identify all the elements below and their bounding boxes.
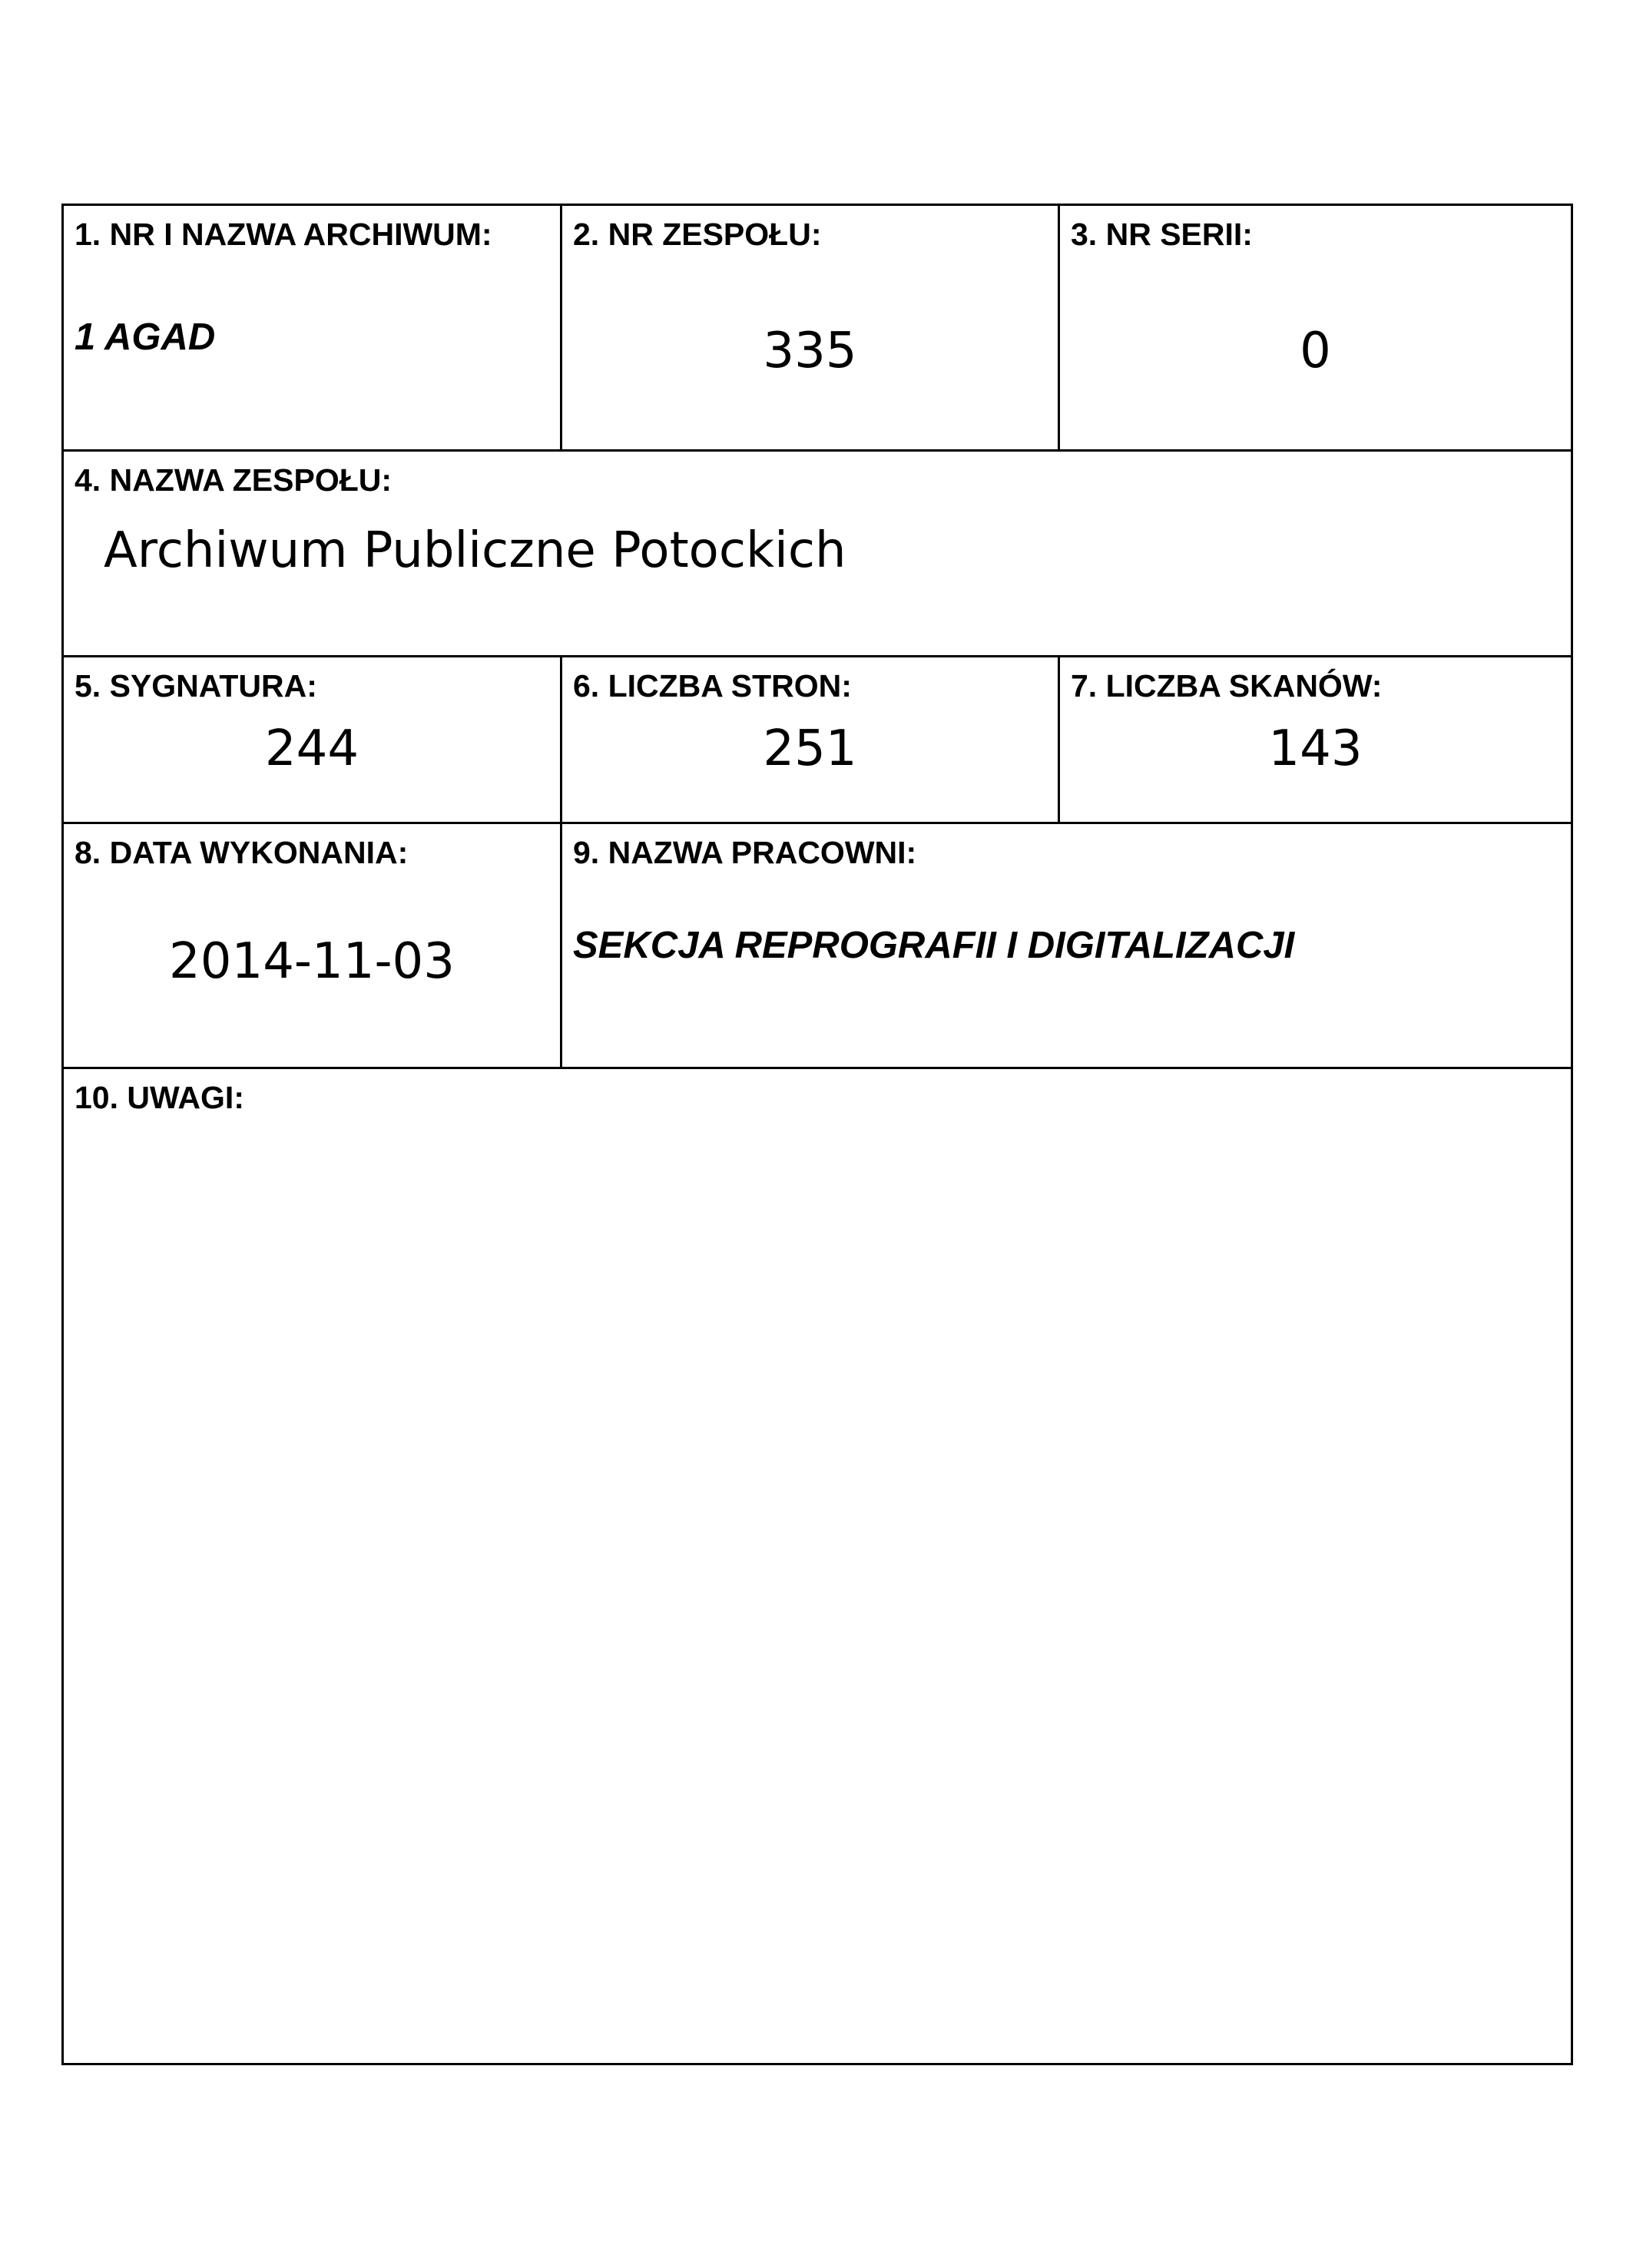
series-number-value: 0 [1300, 323, 1331, 379]
series-number-label: 3. NR SERII: [1071, 217, 1253, 252]
workshop-name-cell [562, 824, 1571, 1067]
page-count-cell [562, 657, 1058, 822]
signature-label: 5. SYGNATURA: [75, 668, 317, 704]
fonds-number-label: 2. NR ZESPOŁU: [573, 217, 822, 252]
archive-label: 1. NR I NAZWA ARCHIWUM: [75, 217, 492, 252]
page-count-value: 251 [763, 720, 857, 777]
fonds-name-cell [64, 452, 1571, 655]
scan-count-cell [1060, 657, 1571, 822]
fonds-name-value: Archiwum Publiczne Potockich [104, 522, 846, 579]
fonds-number-value: 335 [763, 323, 857, 379]
fonds-number-cell [562, 206, 1058, 449]
execution-date-cell [64, 824, 560, 1067]
scan-count-value: 143 [1268, 720, 1363, 777]
archive-value: 1 AGAD [75, 316, 216, 358]
execution-date-value: 2014-11-03 [169, 933, 455, 990]
execution-date-label: 8. DATA WYKONANIA: [75, 835, 409, 870]
signature-value: 244 [264, 720, 359, 777]
page-count-label: 6. LICZBA STRON: [573, 668, 852, 704]
workshop-name-label: 9. NAZWA PRACOWNI: [573, 835, 917, 870]
remarks-cell [64, 1069, 1571, 2063]
fonds-name-label: 4. NAZWA ZESPOŁU: [75, 462, 393, 498]
workshop-name-value: SEKCJA REPROGRAFII I DIGITALIZACJI [573, 925, 1295, 966]
archival-metrics-form [61, 204, 1573, 2065]
signature-cell [64, 657, 560, 822]
archive-cell [64, 206, 560, 449]
remarks-label: 10. UWAGI: [75, 1080, 244, 1115]
series-number-cell [1060, 206, 1571, 449]
scan-count-label: 7. LICZBA SKANÓW: [1071, 668, 1383, 704]
